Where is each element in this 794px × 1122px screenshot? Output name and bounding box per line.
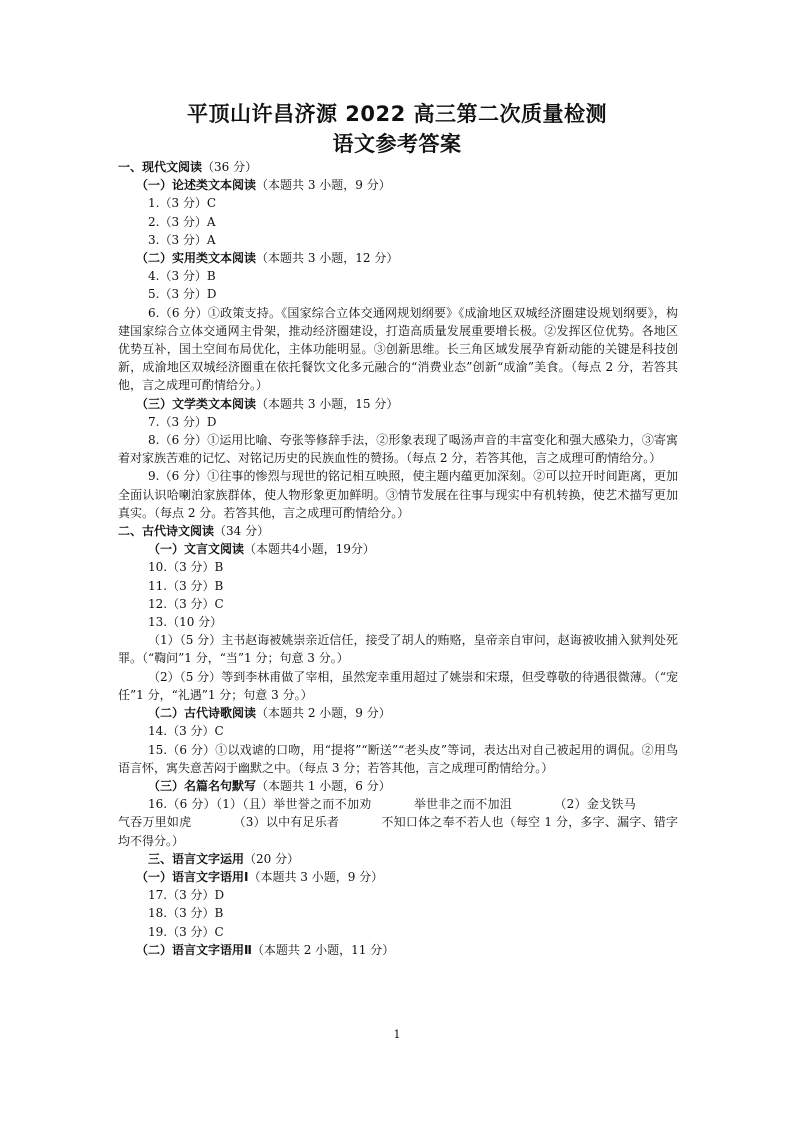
section-heading: 一、现代文阅读（36 分） <box>118 160 258 174</box>
answer-item: 10.（3 分）B <box>148 560 224 575</box>
answer-item: 19.（3 分）C <box>148 924 224 939</box>
answer-paragraph: （2）（5 分）等到李林甫做了宰相，虽然宠幸重用超过了姚崇和宋璟，但受尊敬的待遇很微薄。（“宠任”1 分，“礼遇”1 分；句意 3 分。） <box>118 669 678 702</box>
subsection-heading: （三）文学类文本阅读（本题共 3 小题，15 分） <box>136 396 399 411</box>
document-subtitle: 语文参考答案 <box>332 132 462 156</box>
subsection-heading: （一）论述类文本阅读（本题共 3 小题，9 分） <box>136 178 391 193</box>
answer-item: 3.（3 分）A <box>148 232 216 247</box>
answer-item: 11.（3 分）B <box>148 578 224 593</box>
answer-paragraph: 6.（6 分）①政策支持。《国家综合立体交通网规划纲要》《成渝地区双城经济圈建设规划纲要》，构建国家综合立体交通网主骨架，推动经济圈建设，打造高质量发展重要增长极。②发挥区位优势。各地区优势互补，国土空间布局优化，主体功能明显。③创新思维。长三角区域发展孕育新动能的关键是科技创新，成渝地区双城经济圈重在依托餐饮文化多元融合的“消费业态”创新“成渝”美食。（每点 2 分，若答其他，言之成理可酌情给分。） <box>118 305 678 393</box>
answer-item: 5.（3 分）D <box>148 287 217 302</box>
subsection-heading: （二）古代诗歌阅读（本题共 2 小题，9 分） <box>148 706 391 721</box>
answer-item: 4.（3 分）B <box>148 269 216 284</box>
subsection-heading: （一）语言文字语用Ⅰ（本题共 3 小题，9 分） <box>136 869 384 884</box>
page-number: 1 <box>393 1028 401 1041</box>
answer-item: 18.（3 分）B <box>148 906 224 921</box>
answer-item: 7.（3 分）D <box>148 414 217 429</box>
answer-paragraph: 9.（6 分）①往事的惨烈与现世的铭记相互映照，使主题内蕴更加深刻。②可以拉开时间距离，更加全面认识哈喇泊家族群体，使人物形象更加鲜明。③情节发展在往事与现实中有机转换，使艺术描写更加真实。（每点 2 分。若答其他，言之成理可酌情给分。） <box>118 469 678 520</box>
dictation-answer: 16.（6 分）（1）（且）举世誉之而不加劝 举世非之而不加沮 （2）金戈铁马气吞万里如虎 （3）以中有足乐者 不知口体之奉不若人也（每空 1 分，多字、漏字、错字均不得分。） <box>118 797 678 848</box>
answer-item: 13.（10 分） <box>148 615 223 630</box>
subsection-heading: （二）语言文字语用Ⅱ（本题共 2 小题，11 分） <box>136 942 395 957</box>
answer-paragraph: 15.（6 分）①以戏谑的口吻，用“提将”“断送”“老头皮”等词，表达出对自己被起用的调侃。②用鸟语言怀，寓失意苦闷于幽默之中。（每点 3 分；若答其他，言之成理可酌情给分。） <box>118 742 678 775</box>
subsection-heading: （一）文言文阅读（本题共4小题，19分） <box>148 542 375 557</box>
answer-item: 2.（3 分）A <box>148 214 216 229</box>
answer-item: 17.（3 分）D <box>148 888 225 903</box>
answer-paragraph: 8.（6 分）①运用比喻、夸张等修辞手法，②形象表现了喝汤声音的丰富变化和强大感染力，③寄寓着对家族苦难的记忆、对铭记历史的民族血性的赞扬。（每点 2 分，若答其他，言之成理可酌情给分。） <box>118 433 678 466</box>
answer-paragraph: （1）（5 分）主书赵诲被姚崇亲近信任，接受了胡人的贿赂，皇帝亲自审问，赵诲被收捕入狱判处死罪。（“鞫问”1 分，“当”1 分；句意 3 分。） <box>118 633 678 666</box>
answer-item: 14.（3 分）C <box>148 724 224 739</box>
document-title: 平顶山许昌济源 2022 高三第二次质量检测 <box>186 102 608 126</box>
answer-item: 1.（3 分）C <box>148 196 217 211</box>
subsection-heading: （三）名篇名句默写（本题共 1 小题，6 分） <box>148 778 391 793</box>
answer-item: 12.（3 分）C <box>148 596 224 611</box>
section-heading: 二、古代诗文阅读（34 分） <box>118 524 270 539</box>
answer-content <box>118 158 678 959</box>
section-heading: 三、语言文字运用（20 分） <box>148 851 300 866</box>
subsection-heading: （二）实用类文本阅读（本题共 3 小题，12 分） <box>136 251 399 266</box>
